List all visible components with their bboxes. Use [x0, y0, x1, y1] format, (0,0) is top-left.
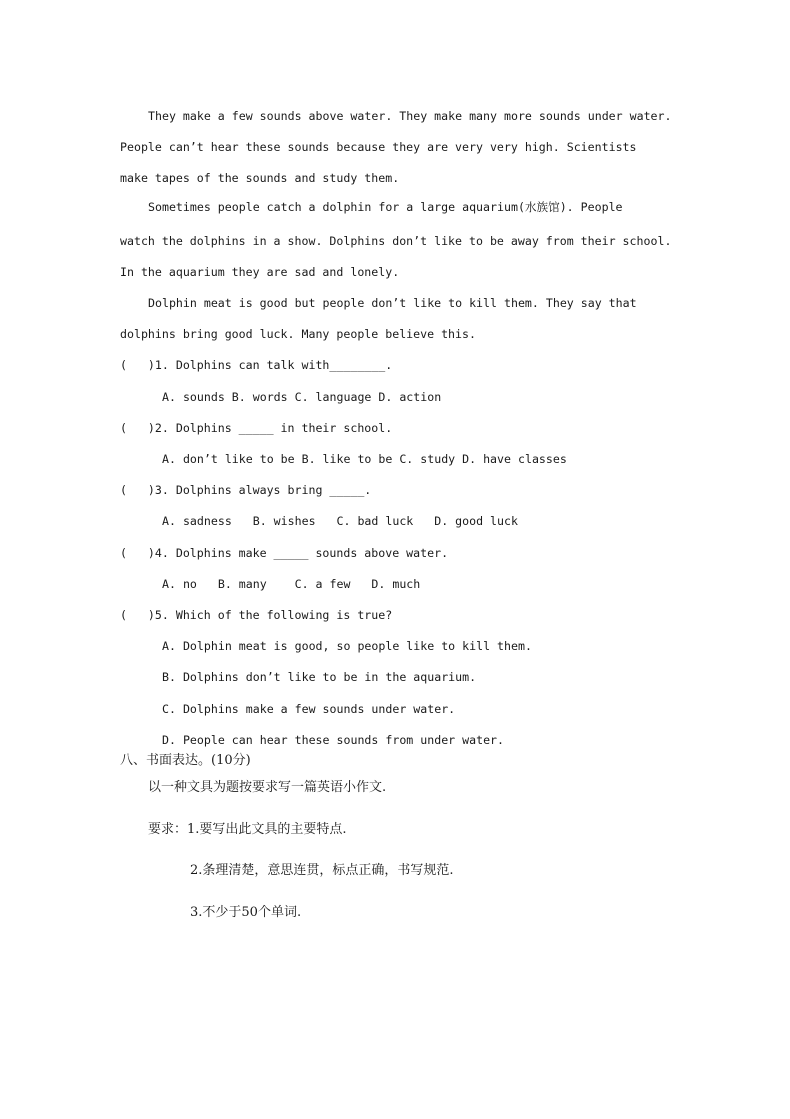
writing-heading: 八、书面表达。(10分) [120, 753, 251, 768]
question-3-stem: ( )3. Dolphins always bring _____. [120, 483, 372, 497]
question-4-options: A. no B. many C. a few D. much [162, 577, 421, 591]
passage-line-6: In the aquarium they are sad and lonely. [120, 265, 400, 279]
question-5-option-a: A. Dolphin meat is good, so people like to kill them. [162, 639, 532, 653]
passage-line-4: Sometimes people catch a dolphin for a large aquarium(水族馆). People [148, 200, 623, 214]
passage-line-7: Dolphin meat is good but people don’t like to kill them. They say that [148, 296, 637, 310]
question-5-option-d: D. People can hear these sounds from under water. [162, 733, 505, 747]
passage-line-3: make tapes of the sounds and study them. [120, 171, 400, 185]
writing-requirement-1: 要求：1.要写出此文具的主要特点. [148, 822, 347, 837]
writing-requirement-3: 3.不少于50个单词. [190, 905, 302, 920]
question-1-stem: ( )1. Dolphins can talk with________. [120, 358, 393, 372]
passage-line-1: They make a few sounds above water. They make many more sounds under water. [148, 109, 672, 123]
question-5-stem: ( )5. Which of the following is true? [120, 608, 393, 622]
question-2-options: A. don’t like to be B. like to be C. study D. have classes [162, 452, 567, 466]
question-5-option-c: C. Dolphins make a few sounds under water. [162, 702, 456, 716]
question-4-stem: ( )4. Dolphins make _____ sounds above water. [120, 546, 449, 560]
writing-requirement-2: 2.条理清楚，意思连贯，标点正确，书写规范. [190, 863, 454, 878]
question-2-stem: ( )2. Dolphins _____ in their school. [120, 421, 393, 435]
writing-prompt: 以一种文具为题按要求写一篇英语小作文. [148, 780, 387, 795]
passage-line-2: People can’t hear these sounds because they are very very high. Scientists [120, 140, 637, 154]
question-5-option-b: B. Dolphins don’t like to be in the aquarium. [162, 670, 477, 684]
passage-line-5: watch the dolphins in a show. Dolphins don’t like to be away from their school. [120, 234, 672, 248]
question-1-options: A. sounds B. words C. language D. action [162, 390, 442, 404]
passage-line-8: dolphins bring good luck. Many people believe this. [120, 327, 476, 341]
question-3-options: A. sadness B. wishes C. bad luck D. good luck [162, 514, 518, 528]
